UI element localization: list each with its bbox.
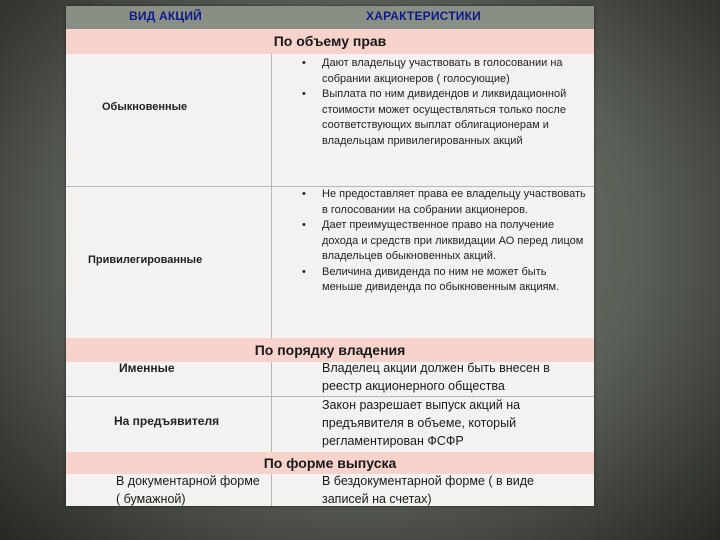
list-item bbox=[298, 87, 588, 149]
bullet-icon: • bbox=[302, 188, 306, 200]
bullet-text: Величина дивиденда по ним не может быть меньше дивиденда по обыкновенным акциям. bbox=[322, 265, 560, 293]
section-form-title: По форме выпуска bbox=[263, 455, 397, 471]
column-divider bbox=[271, 362, 272, 452]
list-item bbox=[298, 187, 588, 218]
bullet-list-preferred bbox=[298, 187, 588, 296]
row-label-documentary: В документарной форме ( бумажной) bbox=[116, 474, 260, 506]
header-characteristics-column: ХАРАКТЕРИСТИКИ bbox=[366, 9, 481, 23]
row-text-registered: Владелец акции должен быть внесен в реестр акционерного общества bbox=[322, 361, 550, 393]
column-divider bbox=[271, 474, 272, 506]
table-header-row bbox=[66, 6, 594, 29]
section-ownership-title: По порядку владения bbox=[254, 342, 406, 358]
bullet-icon: • bbox=[302, 219, 306, 231]
bullet-text: Дает преимущественное право на получение дохода и средств при ликвидации АО перед лицом владельцев обыкновенных акций. bbox=[322, 219, 584, 262]
list-item bbox=[298, 265, 588, 296]
bullet-icon: • bbox=[302, 265, 306, 278]
header-type-column: ВИД АКЦИЙ bbox=[129, 9, 202, 23]
row-label-bearer: На предъявителя bbox=[114, 414, 220, 428]
row-label-registered: Именные bbox=[119, 361, 175, 375]
row-text-bearer: Закон разрешает выпуск акций на предъявителя в объеме, который регламентирован ФСФР bbox=[322, 398, 521, 448]
row-label-common: Обыкновенные bbox=[102, 101, 188, 113]
column-divider bbox=[271, 54, 272, 338]
list-item bbox=[298, 218, 588, 265]
section-rights bbox=[66, 29, 594, 54]
list-item bbox=[298, 56, 588, 87]
section-form bbox=[66, 452, 594, 474]
shares-table bbox=[66, 6, 594, 506]
row-text-documentary: В бездокументарной форме ( в виде записей на счетах) bbox=[322, 474, 534, 506]
bullet-icon: • bbox=[302, 57, 306, 69]
bullet-icon: • bbox=[302, 88, 306, 100]
bullet-text: Не предоставляет права ее владельцу участвовать в голосовании на собрании акционеров. bbox=[322, 188, 586, 216]
bullet-list-common bbox=[298, 56, 588, 149]
bullet-text: Выплата по ним дивидендов и ликвидационной стоимости может осуществляться только после соответствующих выплат облигационерам и владельцам привилегированных акций bbox=[322, 88, 567, 147]
row-label-preferred: Привилегированные bbox=[88, 254, 203, 266]
bullet-text: Дают владельцу участвовать в голосовании на собрании акционеров ( голосующие) bbox=[322, 57, 563, 85]
section-rights-title: По объему прав bbox=[273, 33, 387, 49]
